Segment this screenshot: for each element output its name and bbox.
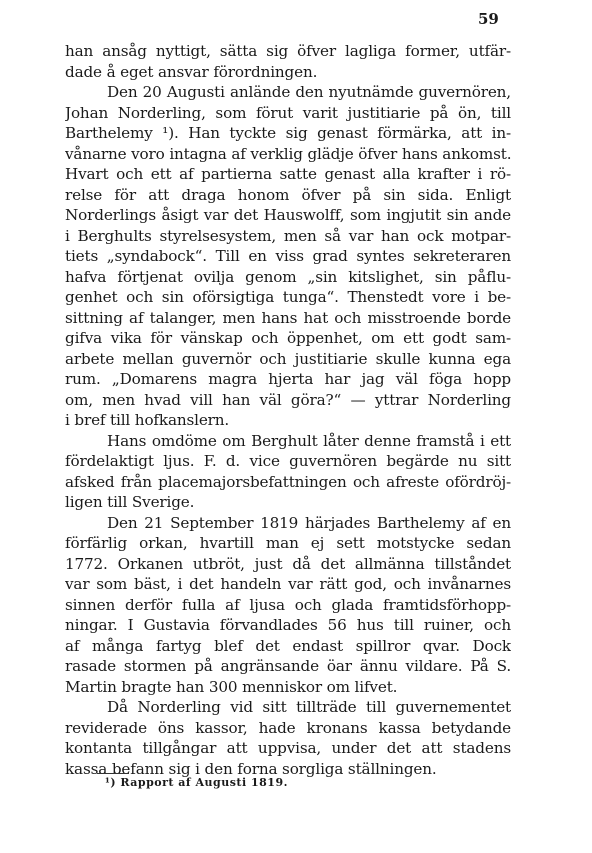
text-line: arbete mellan guvernör och justitiarie skulle kunna ega [65,349,511,368]
text-line: förfärlig orkan, hvartill man ej sett motstycke sedan [65,534,511,552]
text-line: rum. „Domarens magra hjerta har jag väl föga hopp [65,370,511,388]
text-line: gifva vika för vänskap och öppenhet, om ett godt sam- [65,329,511,347]
text-line: Hvart och ett af partierna satte genast alla krafter i rö- [65,165,511,183]
text-line: genhet och sin oförsigtiga tunga“. Thenstedt vore i be- [65,288,511,306]
text-line: tiets „syndabock“. Till en viss grad syntes sekreteraren [65,247,511,265]
text-line: af många fartyg blef det endast spillror qvar. Dock [65,636,511,655]
text-line: Hans omdöme om Berghult låter denne framstå i ett [107,431,511,450]
text-line: hafva förtjenat ovilja genom „sin kitslighet, sin påflu- [65,267,511,286]
text-line: sittning af talanger, men hans hat och misstroende borde [65,308,511,327]
text-line: kontanta tillgångar att uppvisa, under det att stadens [65,739,511,757]
text-line: reviderade öns kassor, hade kronans kassa betydande [65,718,511,737]
text-line: afsked från placemajorsbefattningen och afreste ofördröj- [65,472,511,491]
text-line: vånarne voro intagna af verklig glädje öfver hans ankomst. [65,144,511,163]
text-line: relse för att draga honom öfver på sin sida. Enligt [65,185,511,204]
body-text [65,41,511,779]
page-number: 59 [478,10,499,28]
text-line: sinnen derför fulla af ljusa och glada framtidsförhopp- [65,595,511,614]
text-line: han ansåg nyttigt, sätta sig öfver lagliga former, utfär- [65,42,511,60]
text-line: i bref till hofkanslern. [65,411,230,429]
text-line: ligen till Sverige. [65,493,195,511]
text-line: Barthelemy ¹). Han tyckte sig genast förmärka, att in- [65,124,511,142]
text-line: Den 20 Augusti anlände den nyutnämde guvernören, [107,83,511,101]
text-line: om, men hvad vill han väl göra?“ — yttrar Norderling [65,390,511,409]
text-line: rasade stormen på angränsande öar ännu vildare. På S. [65,657,511,675]
text-line: Martin bragte han 300 menniskor om lifvet. [65,677,398,696]
text-line: Johan Norderling, som förut varit justitiarie på ön, till [65,103,511,122]
text-line: kassa befann sig i den forna sorgliga ställningen. [65,759,437,778]
footnote: ¹) Rapport af Augusti 1819. [105,776,288,789]
text-line: fördelaktigt ljus. F. d. vice guvernören begärde nu sitt [65,452,511,470]
text-line: 1772. Orkanen utbröt, just då det allmänna tillståndet [65,554,511,573]
text-line: var som bäst, i det handeln var rätt god, och invånarnes [65,575,511,593]
text-line: ningar. I Gustavia förvandlades 56 hus till ruiner, och [65,616,511,634]
text-line: i Berghults styrelsesystem, men så var han ock motpar- [65,226,511,245]
text-line: Norderlings åsigt var det Hauswolff, som ingjutit sin ande [65,206,511,224]
text-line: Den 21 September 1819 härjades Barthelemy af en [107,513,511,532]
text-line: Då Norderling vid sitt tillträde till guvernementet [107,698,511,716]
text-line: dade å eget ansvar förordningen. [65,62,318,81]
footnote-rule [97,773,129,774]
